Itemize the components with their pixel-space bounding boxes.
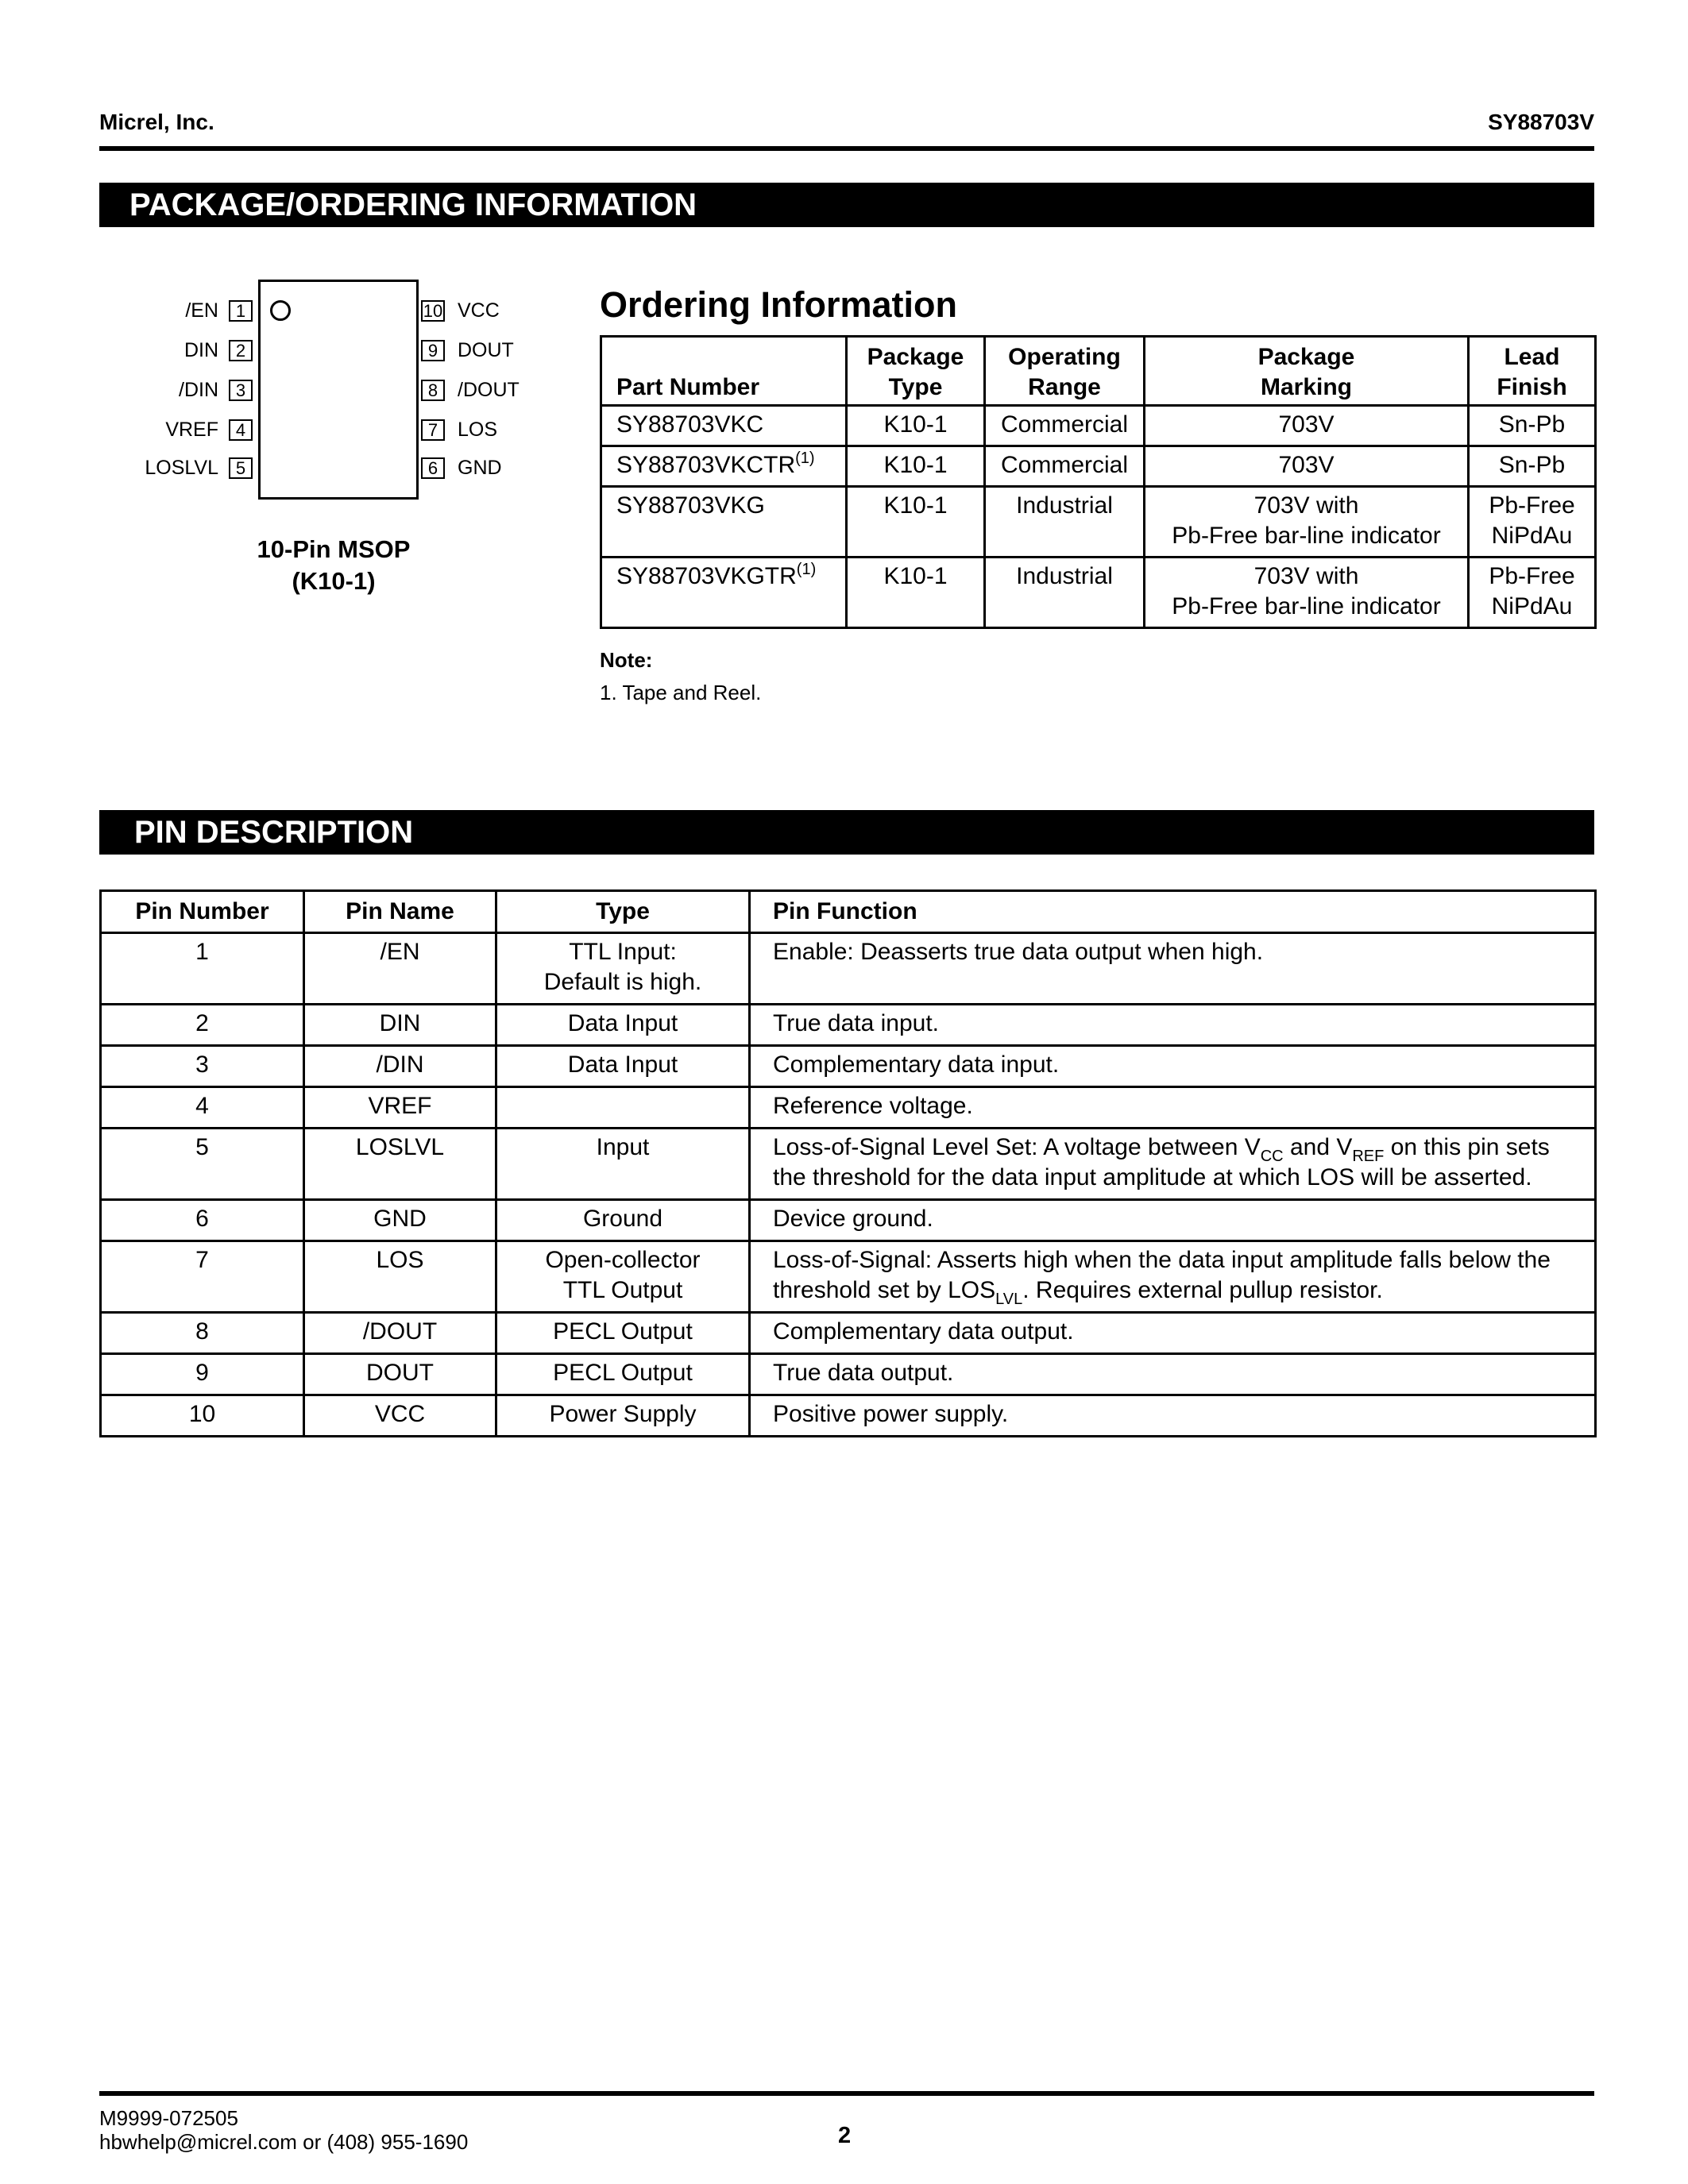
- pin-row: 2 DIN Data Input True data input.: [101, 1005, 1596, 1046]
- pin-row: 5 LOSLVL Input Loss-of-Signal Level Set: A voltage between $V_{CC}$ and $V_{REF}$ on this pin sets the threshold for the data input amplitude at which LOS will be asserted.: [101, 1129, 1596, 1200]
- part-title: SY88703V: [1488, 110, 1594, 134]
- pin-number-box: 5: [229, 457, 253, 479]
- section-package-ordering: PACKAGE/ORDERING INFORMATION: [99, 183, 1594, 227]
- col-lead-finish: Lead Finish: [1469, 337, 1596, 406]
- pin-label-right: DOUT: [458, 339, 514, 361]
- doc-number: M9999-072505: [99, 2106, 238, 2130]
- pin-label-left: LOSLVL: [145, 457, 218, 479]
- ordering-row: SY88703VKCTR$^{(1)}$ K10-1 Commercial 703V Sn-Pb: [601, 446, 1596, 487]
- pin-number-box: 8: [421, 380, 445, 401]
- pin-label-left: DIN: [183, 339, 218, 361]
- pin-row: 8 /DOUT PECL Output Complementary data output.: [101, 1313, 1596, 1354]
- note-item: 1. Tape and Reel.: [600, 681, 762, 704]
- pin-row: 4 VREF Reference voltage.: [101, 1087, 1596, 1129]
- package-caption-name: 10-Pin MSOP: [257, 535, 411, 563]
- pin-number-box: 4: [229, 419, 253, 441]
- ordering-title: Ordering Information: [600, 284, 957, 325]
- pin-number-box: 6: [421, 457, 445, 479]
- contact-info: hbwhelp@micrel.com or (408) 955-1690: [99, 2130, 469, 2154]
- col-package-marking: Package Marking: [1145, 337, 1469, 406]
- pin-label-right: /DOUT: [458, 379, 520, 401]
- col-pin-name: Pin Name: [304, 891, 496, 933]
- pin-label-right: GND: [458, 457, 502, 479]
- pin-label-left: /DIN: [179, 379, 218, 401]
- ordering-header-row: [601, 337, 1596, 406]
- pin-label-left: VREF: [165, 419, 218, 441]
- pin-header-row: [101, 891, 1596, 933]
- pin-number-box: 1: [229, 300, 253, 322]
- pin-row: 3 /DIN Data Input Complementary data input.: [101, 1046, 1596, 1087]
- pin-number-box: 2: [229, 340, 253, 361]
- pin1-marker-icon: [270, 300, 291, 321]
- pin-number-box: 7: [421, 419, 445, 441]
- col-part-number: Part Number: [601, 337, 847, 406]
- pin-number-box: 9: [421, 340, 445, 361]
- col-operating-range: Operating Range: [985, 337, 1145, 406]
- ordering-row: SY88703VKC K10-1 Commercial 703V Sn-Pb: [601, 406, 1596, 446]
- section-pin-description: PIN DESCRIPTION: [99, 810, 1594, 855]
- pin-row: 7 LOS Open-collector TTL Output Loss-of-Signal: Asserts high when the data input amplitude falls below the threshold set by $LOS_{LVL}$. Requires external pullup resistor.: [101, 1241, 1596, 1313]
- ordering-row: SY88703VKGTR$^{(1)}$ K10-1 Industrial 703V with Pb-Free bar-line indicator Pb-Free NiPdAu: [601, 558, 1596, 628]
- footer-rule: [99, 2091, 1594, 2096]
- pin-number-box: 10: [421, 300, 445, 322]
- pin-label-left: /EN: [185, 299, 218, 322]
- company-name: Micrel, Inc.: [99, 110, 214, 134]
- pin-description-table: [99, 889, 1597, 1437]
- page-number: 2: [838, 2123, 852, 2148]
- col-pin-function: Pin Function: [750, 891, 1596, 933]
- col-package-type: Package Type: [847, 337, 985, 406]
- pin-row: 9 DOUT PECL Output True data output.: [101, 1354, 1596, 1395]
- pin-row: 1 /EN TTL Input: Default is high. Enable: Deasserts true data output when high.: [101, 933, 1596, 1005]
- note-title: Note:: [600, 648, 653, 672]
- pin-label-right: LOS: [458, 419, 498, 441]
- ordering-row: SY88703VKG K10-1 Industrial 703V with Pb-Free bar-line indicator Pb-Free NiPdAu: [601, 487, 1596, 558]
- pin-label-right: VCC: [458, 299, 500, 322]
- package-caption-code: (K10-1): [292, 567, 376, 595]
- header-rule: [99, 146, 1594, 151]
- pin-row: 6 GND Ground Device ground.: [101, 1200, 1596, 1241]
- pin-row: 10 VCC Power Supply Positive power supply.: [101, 1395, 1596, 1437]
- ordering-table: [600, 335, 1597, 629]
- footer-info: [99, 2106, 468, 2154]
- col-type: Type: [496, 891, 750, 933]
- pin-number-box: 3: [229, 380, 253, 401]
- col-pin-number: Pin Number: [101, 891, 304, 933]
